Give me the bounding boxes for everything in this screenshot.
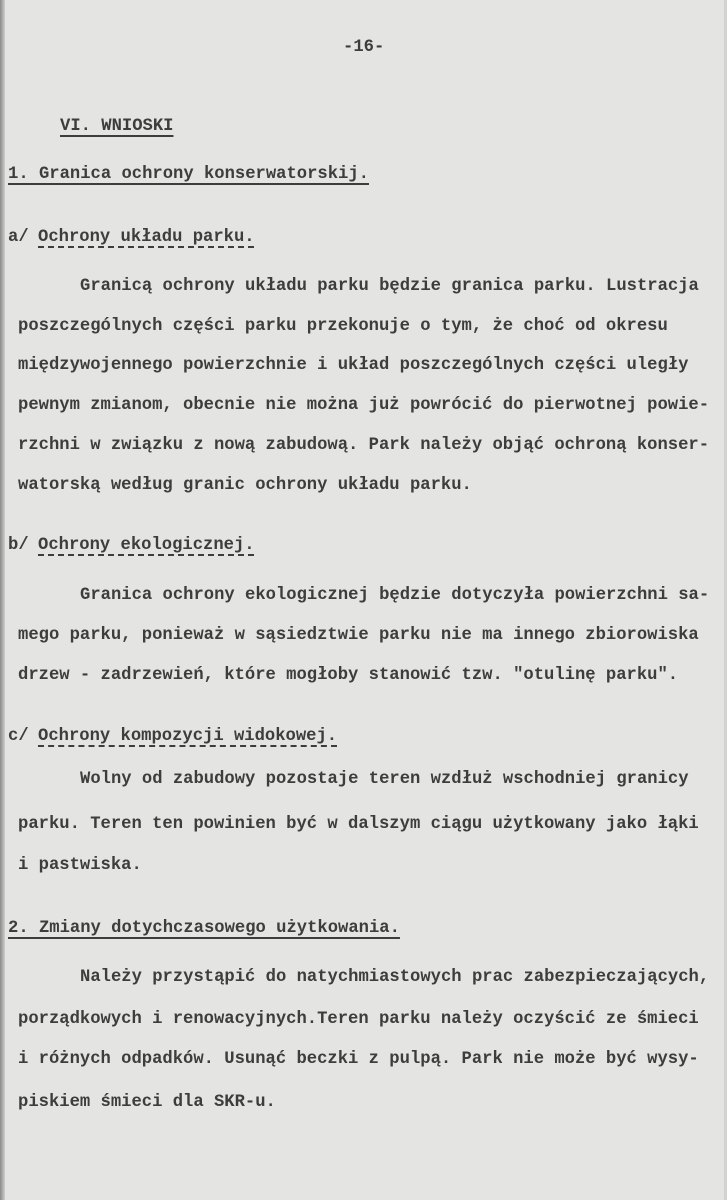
subsection-c-label: c/ <box>8 727 29 746</box>
paragraph-line: watorską według granic ochrony układu parku. <box>18 476 472 495</box>
paragraph-line: pewnym zmianom, obecnie nie można już powrócić do pierwotnej powie- <box>18 396 710 415</box>
paragraph-line: parku. Teren ten powinien być w dalszym ciągu użytkowany jako łąki <box>18 815 699 834</box>
chapter-title: VI. WNIOSKI <box>60 117 174 136</box>
paragraph-line: Granicą ochrony układu parku będzie granica parku. Lustracja <box>80 277 699 296</box>
paragraph-line: Wolny od zabudowy pozostaje teren wzdłuż wschodniej granicy <box>80 770 689 789</box>
paragraph-line: międzywojennego powierzchnie i układ poszczególnych części uległy <box>18 356 689 375</box>
section-1-heading: 1. Granica ochrony konserwatorskij. <box>8 165 369 184</box>
paragraph-line: piskiem śmieci dla SKR-u. <box>18 1093 276 1112</box>
paragraph-line: porządkowych i renowacyjnych.Teren parku należy oczyścić ze śmieci <box>18 1010 699 1029</box>
paragraph-line: poszczególnych części parku przekonuje o tym, że choć od okresu <box>18 317 668 336</box>
paragraph-line: i pastwiska. <box>18 856 142 875</box>
subsection-b-label: b/ <box>8 536 29 555</box>
paragraph-line: rzchni w związku z nową zabudową. Park należy objąć ochroną konser- <box>18 436 710 455</box>
page-number: -16- <box>343 38 385 57</box>
subsection-b-title: Ochrony ekologicznej. <box>38 536 255 555</box>
subsection-a-title: Ochrony układu parku. <box>38 228 255 247</box>
section-2-heading: 2. Zmiany dotychczasowego użytkowania. <box>8 919 400 938</box>
paragraph-line: mego parku, ponieważ w sąsiedztwie parku nie ma innego zbiorowiska <box>18 626 699 645</box>
paragraph-line: Granica ochrony ekologicznej będzie dotyczyła powierzchni sa- <box>80 586 710 605</box>
paragraph-line: Należy przystąpić do natychmiastowych prac zabezpieczających, <box>80 968 710 987</box>
paragraph-line: drzew - zadrzewień, które mogłoby stanowić tzw. "otulinę parku". <box>18 666 679 685</box>
page-edge <box>0 0 5 1200</box>
subsection-c-title: Ochrony kompozycji widokowej. <box>38 727 338 746</box>
subsection-a-label: a/ <box>8 228 29 247</box>
paragraph-line: i różnych odpadków. Usunąć beczki z pulpą. Park nie może być wysy- <box>18 1050 699 1069</box>
